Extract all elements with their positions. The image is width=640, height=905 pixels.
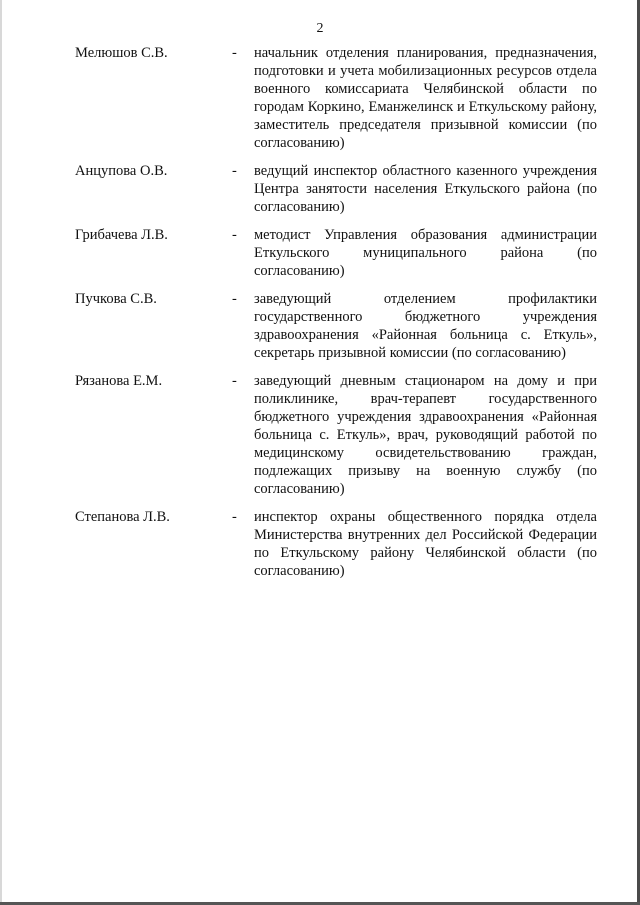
member-position: заведующий дневным стационаром на дому и при поликлинике, врач-терапевт государственного бюджетного учреждения здравоохранения «Районная больница с. Еткуль», врач, руководящий работой по медицинскому освидетельствованию граждан, подлежащих призыву на военную службу (по согласованию) — [254, 373, 597, 497]
member-position: заведующий отделением профилактики государственного бюджетного учреждения здравоохранения «Районная больница с. Еткуль», секретарь призывной комиссии (по согласованию) — [254, 291, 597, 361]
member-row — [0, 162, 640, 216]
member-position: начальник отделения планирования, предназначения, подготовки и учета мобилизационных ресурсов отдела военного комиссариата Челябинской области по городам Коркино, Еманжелинск и Еткульскому району, заместитель председателя призывной комиссии (по согласованию) — [254, 45, 597, 151]
member-dash: - — [232, 373, 237, 389]
member-row — [0, 44, 640, 152]
member-row — [0, 372, 640, 498]
member-name: Мелюшов С.В. — [75, 45, 168, 61]
member-position: методист Управления образования администрации Еткульского муниципального района (по согласованию) — [254, 227, 597, 279]
member-position: ведущий инспектор областного казенного учреждения Центра занятости населения Еткульского района (по согласованию) — [254, 163, 597, 215]
member-row — [0, 508, 640, 580]
member-dash: - — [232, 291, 237, 307]
row-spacer — [0, 216, 640, 226]
row-spacer — [0, 362, 640, 372]
member-name: Анцупова О.В. — [75, 163, 168, 179]
row-spacer — [0, 152, 640, 162]
row-spacer — [0, 498, 640, 508]
member-name: Рязанова Е.М. — [75, 373, 163, 389]
member-dash: - — [232, 163, 237, 179]
commission-members-list — [0, 44, 640, 580]
member-name: Грибачева Л.В. — [75, 227, 168, 243]
member-name: Пучкова С.В. — [75, 291, 157, 307]
member-dash: - — [232, 509, 237, 525]
page-number: 2 — [316, 21, 324, 36]
member-row — [0, 290, 640, 362]
member-name: Степанова Л.В. — [75, 509, 170, 525]
member-row — [0, 226, 640, 280]
member-dash: - — [232, 45, 237, 61]
member-dash: - — [232, 227, 237, 243]
row-spacer — [0, 280, 640, 290]
member-position: инспектор охраны общественного порядка отдела Министерства внутренних дел Российской Федерации по Еткульскому району Челябинской области (по согласованию) — [254, 509, 597, 579]
